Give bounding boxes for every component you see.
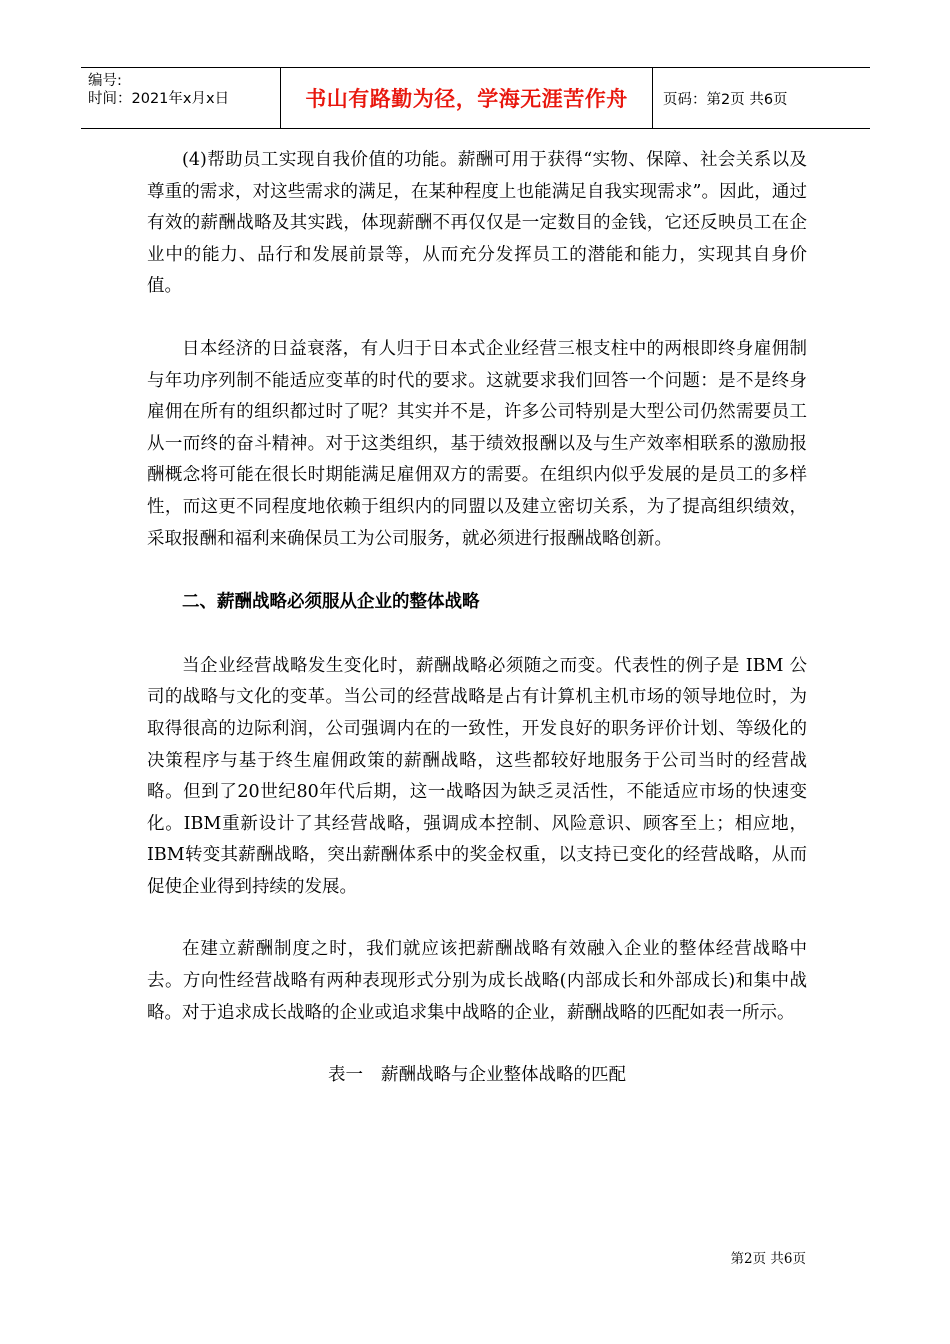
document-header xyxy=(81,67,870,129)
table-caption xyxy=(147,1060,807,1092)
table-caption-label: 表一 xyxy=(328,1065,363,1086)
header-meta xyxy=(81,68,281,128)
table-caption-title: 薪酬战略与企业整体战略的匹配 xyxy=(381,1065,626,1086)
body-paragraph: 当企业经营战略发生变化时，薪酬战略必须随之而变。代表性的例子是 IBM 公司的战略与文化的变革。当公司的经营战略是占有计算机主机市场的领导地位时，为取得很高的边际利润，公司强调内在的一致性，开发良好的职务评价计划、等级化的决策程序与基于终生雇佣政策的薪酬战略，这些都较好地服务于公司当时的经营战略。但到了20世纪80年代后期，这一战略因为缺乏灵活性，不能适应市场的快速变化。IBM重新设计了其经营战略，强调成本控制、风险意识、顾客至上；相应地，IBM转变其薪酬战略，突出薪酬体系中的奖金权重，以支持已变化的经营战略，从而促使企业得到持续的发展。 xyxy=(147,655,807,897)
header-page-code: 页码：第2页 共6页 xyxy=(663,91,788,108)
document-number-label: 编号: xyxy=(88,73,122,89)
header-motto: 书山有路勤为径，学海无涯苦作舟 xyxy=(281,68,653,128)
section-heading: 二、薪酬战略必须服从企业的整体战略 xyxy=(182,592,480,613)
body-paragraph: 在建立薪酬制度之时，我们就应该把薪酬战略有效融入企业的整体经营战略中去。方向性经营战略有两种表现形式分别为成长战略(内部成长和外部成长)和集中战略。对于追求成长战略的企业或追求集中战略的企业，薪酬战略的匹配如表一所示。 xyxy=(147,939,807,1023)
body-paragraph: (4)帮助员工实现自我价值的功能。薪酬可用于获得“实物、保障、社会关系以及尊重的需求，对这些需求的满足，在某种程度上也能满足自我实现需求”。因此，通过有效的薪酬战略及其实践，体现薪酬不再仅仅是一定数目的金钱，它还反映员工在企业中的能力、品行和发展前景等，从而充分发挥员工的潜能和能力，实现其自身价值。 xyxy=(147,150,807,297)
document-body xyxy=(147,145,807,1092)
page-footer: 第2页 共6页 xyxy=(730,1251,806,1267)
document-date: 时间：2021年x月x日 xyxy=(88,91,230,107)
body-paragraph: 日本经济的日益衰落，有人归于日本式企业经营三根支柱中的两根即终身雇佣制与年功序列制不能适应变革的时代的要求。这就要求我们回答一个问题：是不是终身雇佣在所有的组织都过时了呢？其实并不是，许多公司特别是大型公司仍然需要员工从一而终的奋斗精神。对于这类组织，基于绩效报酬以及与生产效率相联系的激励报酬概念将可能在很长时期能满足雇佣双方的需要。在组织内似乎发展的是员工的多样性，而这更不同程度地依赖于组织内的同盟以及建立密切关系，为了提高组织绩效，采取报酬和福利来确保员工为公司服务，就必须进行报酬战略创新。 xyxy=(147,338,807,549)
